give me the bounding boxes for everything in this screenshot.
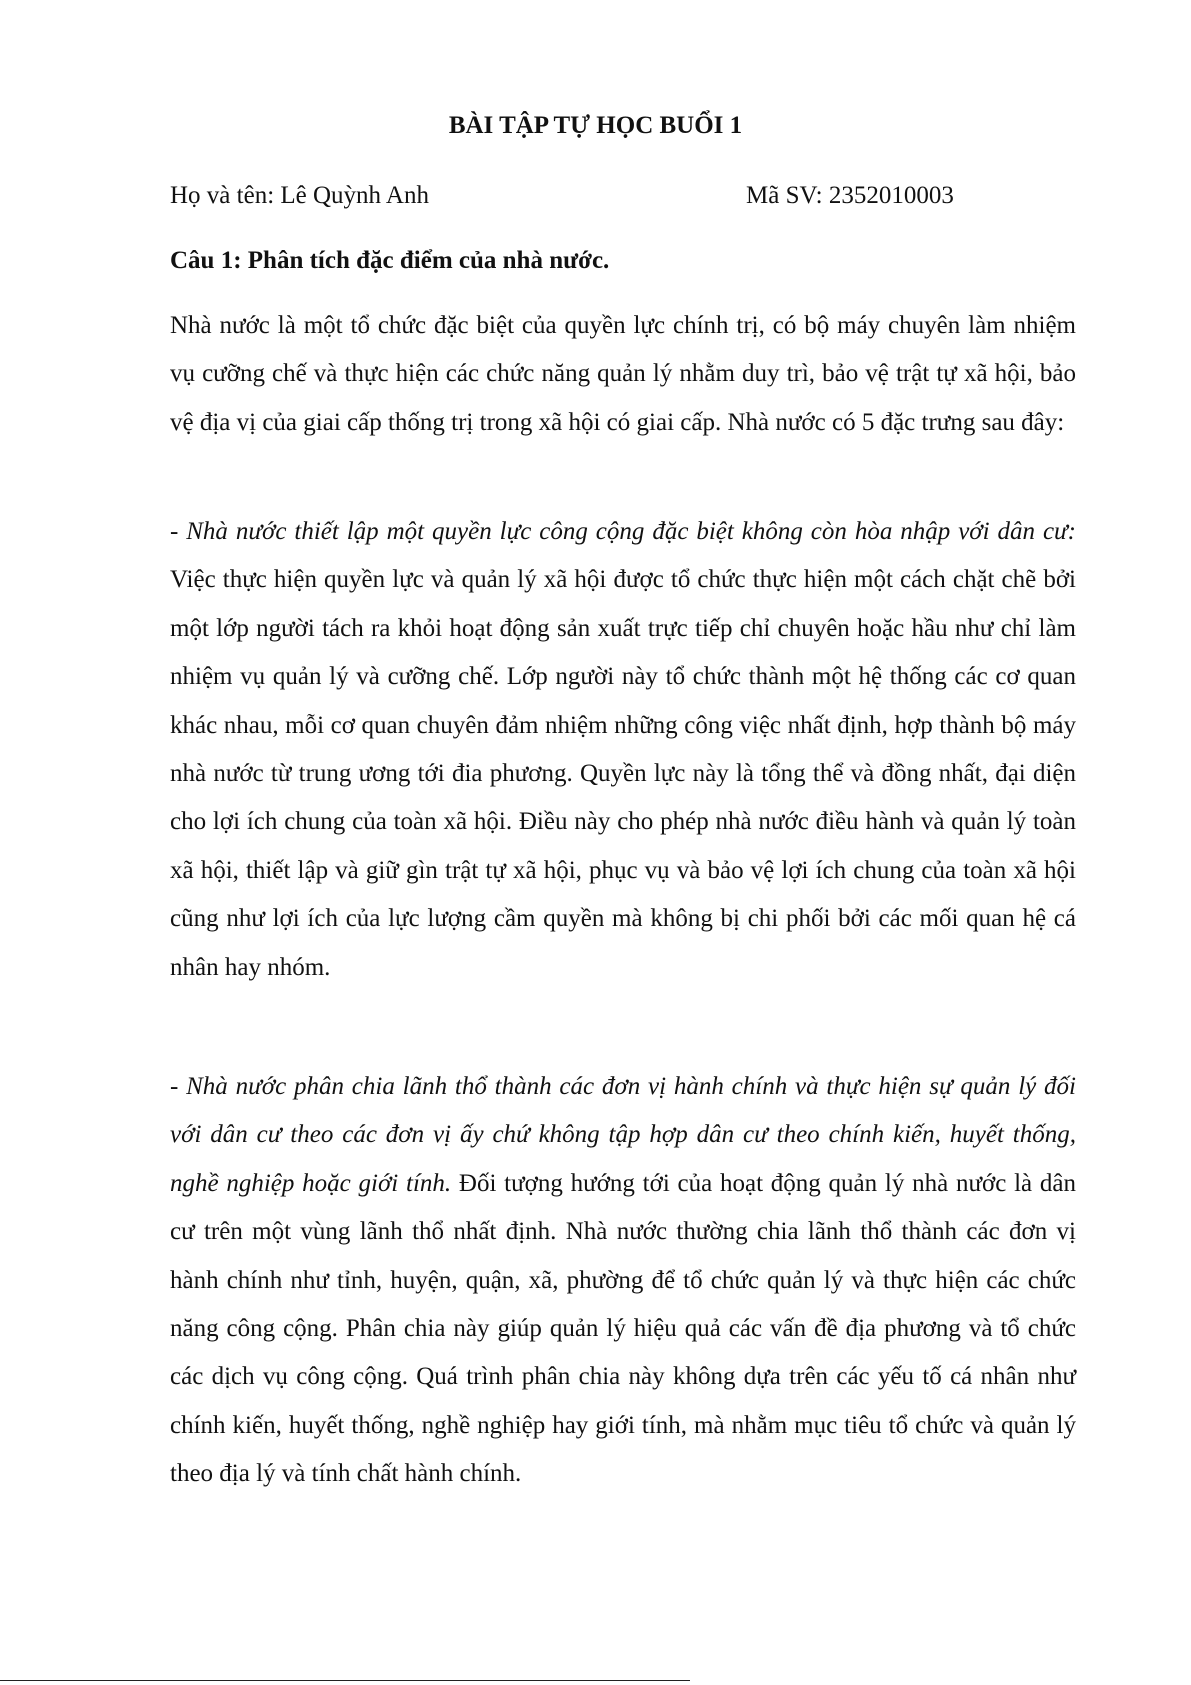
feature-body-1: Việc thực hiện quyền lực và quản lý xã hội được tổ chức thực hiện một cách chặt chẽ bởi một lớp người tách ra khỏi hoạt động sản xuất trực tiếp chỉ chuyên hoặc hầu như chỉ làm nhiệm vụ quản lý và cưỡng chế. Lớp người này tổ chức thành một hệ thống các cơ quan khác nhau, mỗi cơ quan chuyên đảm nhiệm những công việc nhất định, hợp thành bộ máy nhà nước từ trung ương tới đia phương. Quyền lực này là tổng thể và đồng nhất, đại diện cho lợi ích chung của toàn xã hội. Điều này cho phép nhà nước điều hành và quản lý toàn xã hội, thiết lập và giữ gìn trật tự xã hội, phục vụ và bảo vệ lợi ích chung của toàn xã hội cũng như lợi ích của lực lượng cầm quyền mà không bị chi phối bởi các mối quan hệ cá nhân hay nhóm. [170,566,1076,981]
feature-heading-1: - Nhà nước thiết lập một quyền lực công cộng đặc biệt không còn hòa nhập với dân cư: [170,518,1076,545]
feature-body-2: Đối tượng hướng tới của hoạt động quản lý nhà nước là dân cư trên một vùng lãnh thổ nhất định. Nhà nước thường chia lãnh thổ thành các đơn vị hành chính như tỉnh, huyện, quận, xã, phường để tổ chức quản lý và thực hiện các chức năng công cộng. Phân chia này giúp quản lý hiệu quả các vấn đề địa phương và tổ chức các dịch vụ công cộng. Quá trình phân chia này không dựa trên các yếu tố cá nhân như chính kiến, huyết thống, nghề nghiệp hay giới tính, mà nhằm mục tiêu tổ chức và quản lý theo địa lý và tính chất hành chính. [170,1169,1076,1488]
question-heading: Câu 1: Phân tích đặc điểm của nhà nước. [170,247,610,274]
footer-divider [0,1680,690,1681]
student-id: Mã SV: 2352010003 [746,182,954,209]
feature-paragraph-2 [170,1063,1076,1499]
feature-heading-2: - Nhà nước phân chia lãnh thổ thành các đơn vị hành chính và thực hiện sự quản lý đối với dân cư theo các đơn vị ấy chứ không tập hợp dân cư theo chính kiến, huyết thống, nghề nghiệp hoặc giới tính. [170,1073,1076,1197]
feature-paragraph-1 [170,508,1076,992]
student-name: Họ và tên: Lê Quỳnh Anh [170,182,429,209]
intro-paragraph: Nhà nước là một tổ chức đặc biệt của quyền lực chính trị, có bộ máy chuyên làm nhiệm vụ cưỡng chế và thực hiện các chức năng quản lý nhằm duy trì, bảo vệ trật tự xã hội, bảo vệ địa vị của giai cấp thống trị trong xã hội có giai cấp. Nhà nước có 5 đặc trưng sau đây: [170,312,1076,436]
document-title: BÀI TẬP TỰ HỌC BUỔI 1 [448,112,743,139]
